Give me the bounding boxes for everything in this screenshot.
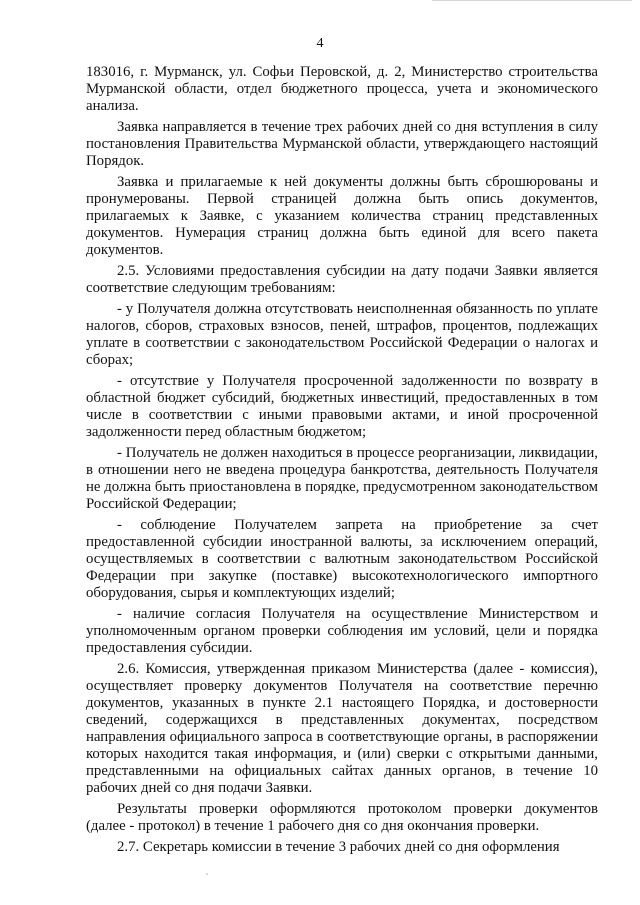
paragraph-section-2-5: 2.5. Условиями предоставления субсидии на дату подачи Заявки является соответствие следующим требованиям:	[86, 263, 598, 296]
requirement-item-currency: - соблюдение Получателем запрета на приобретение за счет предоставленной субсидии иностранной валюты, за исключением операций, осуществляемых в соответствии с валютным законодательством Российской Федерации при закупке (поставке) высокотехнологического импортного оборудования, сырья и комплектующих изделий;	[86, 517, 598, 601]
page-number: 4	[316, 36, 324, 51]
requirement-item-reorganization: - Получатель не должен находиться в процессе реорганизации, ликвидации, в отношении него не введена процедура банкротства, деятельность Получателя не должна быть приостановлена в порядке, предусмотренном законодательством Российской Федерации;	[86, 445, 598, 512]
paragraph-address: 183016, г. Мурманск, ул. Софьи Перовской, д. 2, Министерство строительства Мурманской области, отдел бюджетного процесса, учета и экономического анализа.	[86, 64, 598, 114]
paragraph-binding-requirements: Заявка и прилагаемые к ней документы должны быть сброшюрованы и пронумерованы. Первой страницей должна быть опись документов, прилагаемых к Заявке, с указанием количества страниц представленных документов. Нумерация страниц должна быть единой для всего пакета документов.	[86, 174, 598, 258]
requirement-item-debts: - отсутствие у Получателя просроченной задолженности по возврату в областной бюджет субсидий, бюджетных инвестиций, предоставленных в том числе в соответствии с иными правовыми актами, и иной просроченной задолженности перед областным бюджетом;	[86, 373, 598, 440]
paragraph-submission-deadline: Заявка направляется в течение трех рабочих дней со дня вступления в силу постановления Правительства Мурманской области, утверждающего настоящий Порядок.	[86, 119, 598, 169]
scan-edge-mark	[432, 0, 632, 7]
requirement-item-consent: - наличие согласия Получателя на осуществление Министерством и уполномоченным органом проверки соблюдения им условий, цели и порядка предоставления субсидии.	[86, 606, 598, 656]
document-body	[86, 64, 598, 856]
scan-speck	[206, 873, 208, 875]
paragraph-protocol: Результаты проверки оформляются протоколом проверки документов (далее - протокол) в течение 1 рабочего дня со дня окончания проверки.	[86, 801, 598, 834]
paragraph-section-2-6: 2.6. Комиссия, утвержденная приказом Министерства (далее - комиссия), осуществляет проверку документов Получателя на соответствие перечню документов, указанных в пункте 2.1 настоящего Порядка, и достоверности сведений, содержащихся в представленных документах, посредством направления официального запроса в соответствующие органы, в распоряжении которых находится такая информация, и (или) сверки с открытыми данными, представленными на официальных сайтах данных органов, в течение 10 рабочих дней со дня подачи Заявки.	[86, 661, 598, 796]
paragraph-section-2-7: 2.7. Секретарь комиссии в течение 3 рабочих дней со дня оформления	[117, 839, 560, 855]
requirement-item-taxes: - у Получателя должна отсутствовать неисполненная обязанность по уплате налогов, сборов, страховых взносов, пеней, штрафов, процентов, подлежащих уплате в соответствии с законодательством Российской Федерации о налогах и сборах;	[86, 301, 598, 368]
